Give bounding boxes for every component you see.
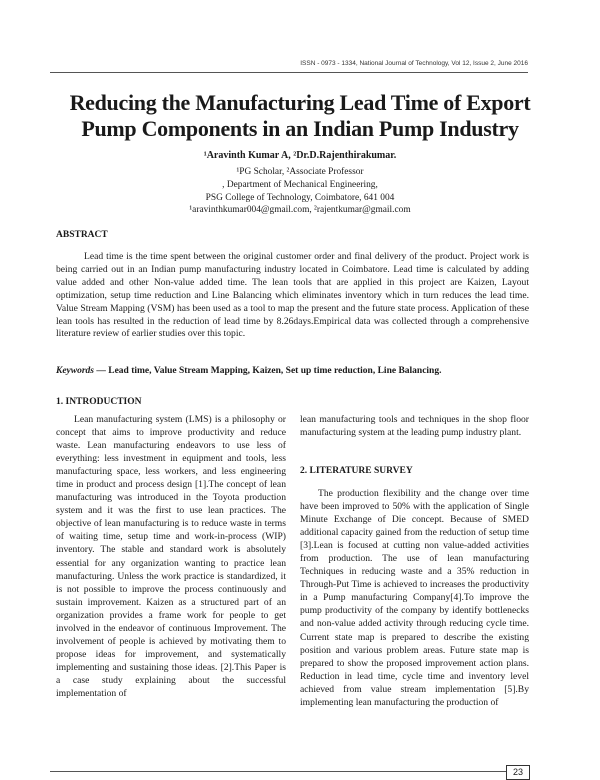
header-divider: [50, 72, 528, 73]
author-list: ¹Aravinth Kumar A, ²Dr.D.Rajenthirakumar.: [203, 150, 397, 161]
keywords-list: — Lead time, Value Stream Mapping, Kaizen, Set up time reduction, Line Balancing.: [94, 366, 442, 376]
intro-body: Lean manufacturing system (LMS) is a philosophy or concept that aims to improve productivity and reduce waste. Lean manufacturing endeavors to use less of everything: less investment in equipment and tools, less manufacturing space, less workers, and less engineering time in product and process design [1].The concept of lean manufacturing was introduced in the Toyota production system and it was the first to use lean practices. The objective of lean manufacturing is to reduce waste in terms of waiting time, setup time and work-in-process (WIP) inventory. The stable and standard work is absolutely essential for any organization wanting to practice lean manufacturing. Unless the work practice is standardized, it is not possible to improve the process continuously and sustain improvement. Kaizen as a structured part of an organization provides a frame work for people to get involved in the endeavor of continuous Improvement. The involvement of people is achieved by motivating them to propose ideas for improvement, and systematically implementing and sustaining those ideas. [2].This Paper is a case study explaining about the successful implementation of: [56, 414, 286, 699]
abstract-body: Lead time is the time spent between the original customer order and final delivery of the product. Project work is being carried out in an Indian pump manufacturing industry located in Coimbatore. Lead time is calculated by adding value added and other Non-value added time. The lean tools that are applied in this project are Kaizen, Layout optimization, setup time reduction and Line Balancing which eliminates inventory which in turn reduces the lead time. Value Stream Mapping (VSM) has been used as a tool to map the present and the future state process. Application of these lean tools has resulted in the reduction of lead time by 8.26days.Empirical data was collected through a comprehensive literature review of earlier studies over this topic.: [56, 251, 529, 340]
journal-citation: ISSN - 0973 - 1334, National Journal of Technology, Vol 12, Issue 2, June 2016: [300, 60, 528, 67]
literature-body: The production flexibility and the change over time have been improved to 50% with the application of Single Minute Exchange of Die concept. Because of SMED additional capacity gained from the reduction of setup time [3].Lean is focused at cutting non value-added activities from production. The use of lean manufacturing Techniques in reducing waste and a 35% reduction in Through-Put Time is achieved to increases the productivity in a Pump manufacturing Company[4].To improve the pump productivity of the company by identify bottlenecks and non-value added activity through reducing cycle time. Current state map is prepared to describe the existing position and various problem areas. Future state map is prepared to show the proposed improvement action plans. Reduction in lead time, cycle time and inventory level achieved from value stream implementation [5].By implementing lean manufacturing the production of: [300, 488, 529, 708]
intro-continued: lean manufacturing tools and techniques in the shop floor manufacturing system at the leading pump industry plant.: [300, 414, 529, 439]
abstract-heading: ABSTRACT: [56, 230, 108, 240]
title-line-2: Pump Components in an Indian Pump Industry: [81, 116, 519, 141]
keywords-line: [56, 366, 529, 376]
title-line-1: Reducing the Manufacturing Lead Time of Export: [69, 90, 531, 115]
affiliation-emails: ¹aravinthkumar004@gmail.com, ²rajentkumar@gmail.com: [189, 205, 411, 216]
intro-heading: 1. INTRODUCTION: [56, 397, 142, 407]
affiliation-roles: ¹PG Scholar, ²Associate Professor: [236, 167, 364, 177]
literature-heading: 2. LITERATURE SURVEY: [300, 466, 413, 476]
keywords-label: Keywords: [56, 366, 94, 376]
paper-title: [40, 90, 560, 142]
affiliation-block: [0, 166, 600, 217]
affiliation-department: , Department of Mechanical Engineering,: [222, 179, 378, 190]
affiliation-institution: PSG College of Technology, Coimbatore, 641 004: [205, 192, 395, 203]
footer-divider: [50, 771, 506, 772]
page-number: 23: [506, 765, 530, 780]
